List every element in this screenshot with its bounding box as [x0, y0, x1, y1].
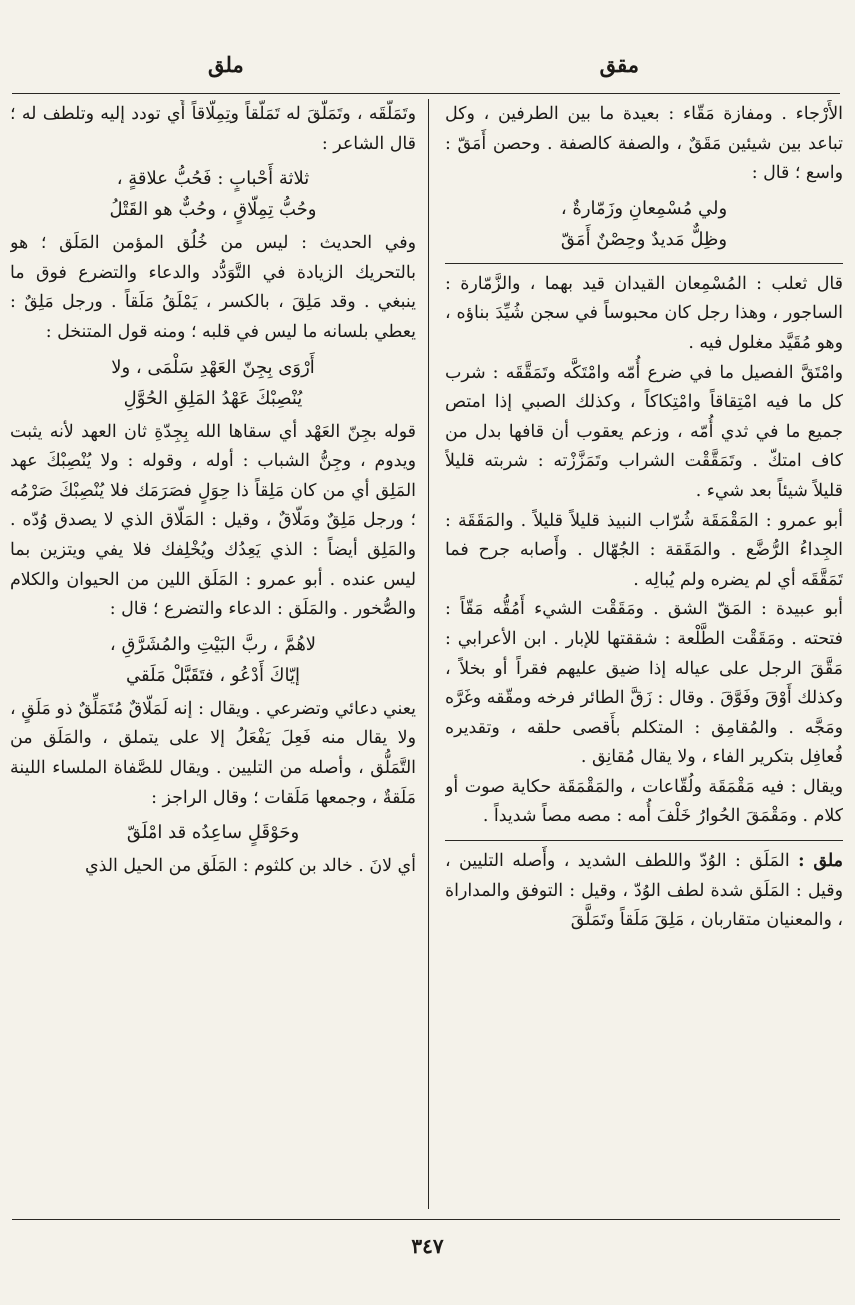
- verse-line: ثلاثة أَحْبابٍ : فَحُبُّ علاقةٍ ،: [116, 168, 310, 190]
- left-column: [10, 100, 416, 1212]
- column-divider: [428, 99, 429, 1209]
- verse-line: وحَوْقَلٍ ساعِدُه قد امْلَقّ: [126, 822, 300, 844]
- paragraph: وتَمَلَّقَه ، وتَمَلَّقَ له تَمَلُّقاً وتِمِلّاقاً أَي تودد إليه وتلطف له ؛ قال الشاعر :: [10, 104, 416, 154]
- entry-paragraph: [445, 847, 843, 936]
- separator-rule: [445, 840, 843, 841]
- verse-line: وحُبُّ تِمِلّاقٍ ، وحُبٌّ هو القَتْلُ: [109, 199, 317, 221]
- verse-line: إيّاكَ أَدْعُو ، فتَقَبَّلْ مَلَقي: [126, 664, 300, 686]
- verse: [10, 352, 416, 414]
- paragraph: الأَرْجاء . ومفازة مَقّاء : بعيدة ما بين الطرفين ، وكل تباعد بين شيئين مَقَقٌ ، والصفة كالصفة . وحصن أَمَقّ : واسع ؛ قال :: [445, 104, 843, 184]
- right-column: [445, 100, 843, 1212]
- paragraph: ويقال : فيه مَقْمَقَة ولُقّاعات ، والمَقْمَقَة حكاية صوت أو كلام . ومَقْمَقَ الحُوارُ خَلْفَ أُمه : مصه مصاً شديداً .: [445, 776, 843, 827]
- separator-rule: [445, 263, 843, 264]
- paragraph: أي لانَ . خالد بن كلثوم : المَلَق من الحيل الذي: [84, 856, 416, 877]
- verse-line: لاهُمَّ ، ربَّ البَيْتِ والمُشَرَّقِ ،: [109, 633, 317, 655]
- entry-headword: ملق :: [798, 851, 843, 872]
- paragraph: يعني دعائي وتضرعي . ويقال : إنه لَمَلّاقٌ مُتَمَلِّقٌ ذو مَلَقٍ ، ولا يقال منه فَعِلَ يَفْعَلُ إلا على يتملق ، والمَلَق من التَّمَلُّق ، وأصله من التليين . ويقال للصَّفاة الملساء اللينة مَلَقةٌ ، وجمعها مَلَقات ؛ وقال الراجز :: [10, 698, 416, 808]
- header-rule: [12, 93, 840, 94]
- entry-text: المَلَق : الوُدّ واللطف الشديد ، وأَصله التليين ، وقيل : المَلَق شدة لطف الوُدّ ، وقيل : التوفق والمداراة ، والمعنيان متقاربان ، مَلِقَ مَلَقاً وتَمَلَّقَ: [445, 851, 843, 931]
- paragraph: أبو عبيدة : المَقّ الشق . ومَقَقْت الشيء أَمُقُّه مَقّاً : فتحته . ومَقَقْت الطَّلْعة : شققتها للإبار . ابن الأعرابي : مَقَّقَ الرجل على عياله إذا ضيق عليهم فقراً أو بخلاً ، وكذلك أَوْقَ وفَوَّقَ . وقال : زَقَّ الطائر فرخه ومقّقه وغَرَّه ومَجَّه . والمُقامِق : المتكلم بأَقصى حلقه ، وتقديره فُعافِل بتكرير الفاء ، ولا يقال مُقانِق .: [445, 599, 843, 768]
- verse: [10, 817, 416, 848]
- footer-rule: [12, 1219, 840, 1220]
- paragraph: وامْتَقَّ الفصيل ما في ضرع أُمّه وامْتَكَّه وتَمَقَّقَه : شرب كل ما فيه امْتِقاقاً وامْتِكاكاً ، وكذلك الصبي إذا امتص جميع ما في ثدي أُمّه ، وزعم يعقوب أن قافها بدل من كاف امتكّ . وتَمَقَّقْت الشراب وتَمَزَّزْته : شربته قليلاً قليلاً شيئاً بعد شيء .: [445, 362, 843, 501]
- paragraph: وفي الحديث : ليس من خُلُق المؤمن المَلَق ؛ هو بالتحريك الزيادة في التَّوَدُّد والدعاء والتضرع فوق ما ينبغي . وقد مَلِقَ ، بالكسر ، يَمْلَقُ مَلَقاً . ورجل مَلِقٌ : يعطي بلسانه ما ليس في قلبه ؛ ومنه قول المتنخل :: [10, 233, 416, 342]
- paragraph: أبو عمرو : المَقْمَقَة شُرّاب النبيذ قليلاً قليلاً . والمَقَقَة : الجِداءُ الرُّضَّع . والمَقَقة : الجُهّال . وأَصابه جرح فما تَمَقَّقَه أي لم يضره ولم يُبالِه .: [445, 510, 843, 590]
- paragraph: قال ثعلب : المُسْمِعان القيدان قيد بهما ، والزَّمّارة : الساجور ، وهذا رجل كان محبوساً في سجن شُيِّدَ بناؤه ، وهو مُقَيَّد مغلول فيه .: [445, 273, 843, 353]
- verse: [10, 163, 416, 225]
- verse: [445, 193, 843, 255]
- paragraph: قوله بجِنّ العَهْد أي سقاها الله بِجِدّةِ ثان العهد لأنه يثبت ويدوم ، وجِنُّ الشباب : أوله ، وقوله : ولا يُنْصِبْكَ عهد المَلِق أي من كان مَلِقاً ذا حِوَلٍ فصَرَمَك فلا يُنْصِبْكَ صَرْمُه ؛ ورجل مَلِقٌ ومَلّاقٌ ، وقيل : المَلّاق الذي لا يصدق وُدّه . والمَلِق أيضاً : الذي يَعِدُك ويُخْلِفك فلا يفي ويتزين بما ليس عنده . أبو عمرو : المَلَق اللين من الحيوان والكلام والصُّخور . والمَلَق : الدعاء والتضرع ؛ قال :: [10, 421, 416, 620]
- running-head-left: ملق: [208, 52, 244, 77]
- page-number: ٣٤٧: [411, 1234, 444, 1258]
- verse-line: أَرْوَى بِجِنّ العَهْدِ سَلْمَى ، ولا: [111, 356, 315, 378]
- verse-line: ولي مُسْمِعانِ وزَمّارةٌ ،: [560, 197, 728, 219]
- verse: [10, 629, 416, 691]
- verse-line: يُنْصِبْكَ عَهْدُ المَلِقِ الحُوَّلِ: [123, 387, 303, 409]
- verse-line: وظِلٌّ مَديدٌ وحِصْنٌ أَمَقّ: [560, 228, 728, 250]
- running-head-right: مقق: [599, 52, 639, 77]
